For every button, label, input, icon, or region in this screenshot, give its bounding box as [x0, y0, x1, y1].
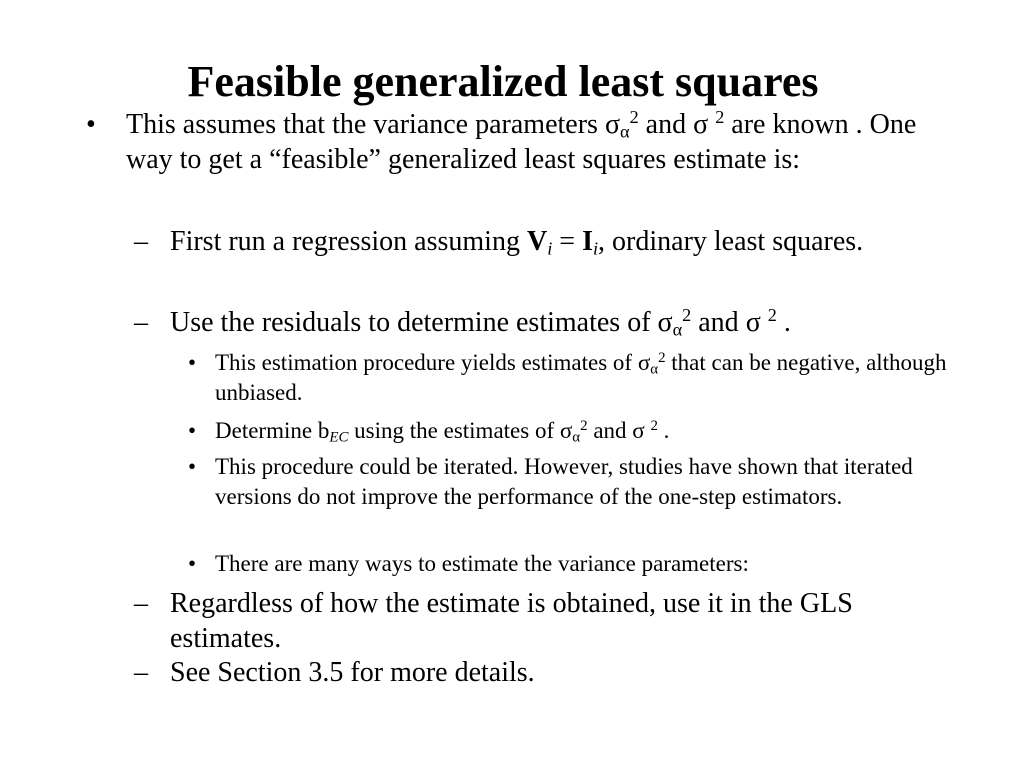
square-superscript: 2: [715, 107, 725, 127]
dash-text: and: [691, 307, 746, 338]
dash-text: First run a regression assuming: [170, 226, 527, 257]
subbullet-text: Determine b: [215, 418, 330, 443]
square-superscript: 2: [658, 349, 666, 366]
subbullet-estimation-procedure: [215, 348, 955, 408]
slide-title: Feasible generalized least squares: [187, 57, 819, 106]
matrix-i: I: [582, 226, 593, 257]
bullet-marker: •: [86, 109, 96, 140]
bullet-assumption: [126, 107, 926, 177]
subbullet-iterated: This procedure could be iterated. However, studies have shown that iterated versions do not improve the performance of the one-step estimators.: [215, 454, 913, 509]
square-superscript: 2: [767, 305, 777, 325]
bullet-text: and: [638, 109, 694, 140]
alpha-subscript: α: [650, 361, 659, 378]
subbullet-text: that can be negative, although unbiased.: [215, 350, 947, 405]
sigma-symbol: σ: [745, 307, 761, 338]
matrix-v: V: [526, 226, 548, 257]
dash-marker: –: [134, 657, 148, 688]
dash-text: .: [776, 307, 791, 338]
dash-regardless: Regardless of how the estimate is obtained, use it in the GLS estimates.: [170, 588, 853, 654]
dash-marker: –: [134, 588, 148, 619]
alpha-subscript: α: [620, 121, 630, 142]
bullet-text: This assumes that the variance parameters: [126, 109, 605, 140]
subbullet-many-ways: There are many ways to estimate the variance parameters:: [215, 551, 749, 576]
sigma-symbol: σ: [637, 350, 651, 375]
subbullet-text: .: [657, 418, 670, 443]
bullet-marker: •: [188, 454, 197, 479]
bullet-marker: •: [188, 350, 197, 375]
dash-first-regression: [170, 224, 930, 259]
bullet-text: are known . One way to get a “feasible” generalized least squares estimate is:: [126, 109, 917, 175]
equals-sign: =: [552, 226, 583, 257]
dash-see-section: See Section 3.5 for more details.: [170, 657, 535, 688]
sigma-symbol: σ: [657, 307, 673, 338]
square-superscript: 2: [629, 107, 639, 127]
square-superscript: 2: [682, 305, 692, 325]
sigma-symbol: σ: [693, 109, 709, 140]
dash-marker: –: [134, 307, 148, 338]
square-superscript: 2: [580, 417, 588, 434]
alpha-subscript: α: [672, 319, 683, 340]
dash-text: Use the residuals to determine estimates of: [170, 307, 658, 338]
sigma-symbol: σ: [632, 418, 645, 443]
alpha-subscript: α: [572, 429, 581, 446]
subbullet-text: using the estimates of: [348, 418, 560, 443]
ec-subscript: EC: [329, 429, 349, 446]
bullet-marker: •: [188, 418, 197, 443]
dash-marker: –: [134, 226, 148, 257]
square-superscript: 2: [650, 417, 658, 434]
subbullet-text: This estimation procedure yields estimates of: [215, 350, 638, 375]
index-subscript: i: [592, 238, 599, 259]
bullet-marker: •: [188, 551, 197, 576]
sigma-symbol: σ: [559, 418, 573, 443]
subbullet-determine-bec: [215, 416, 955, 446]
index-subscript: i: [547, 238, 553, 259]
sigma-symbol: σ: [604, 109, 621, 140]
dash-residuals: [170, 305, 930, 340]
dash-text: , ordinary least squares.: [598, 226, 864, 257]
subbullet-text: and: [587, 418, 633, 443]
